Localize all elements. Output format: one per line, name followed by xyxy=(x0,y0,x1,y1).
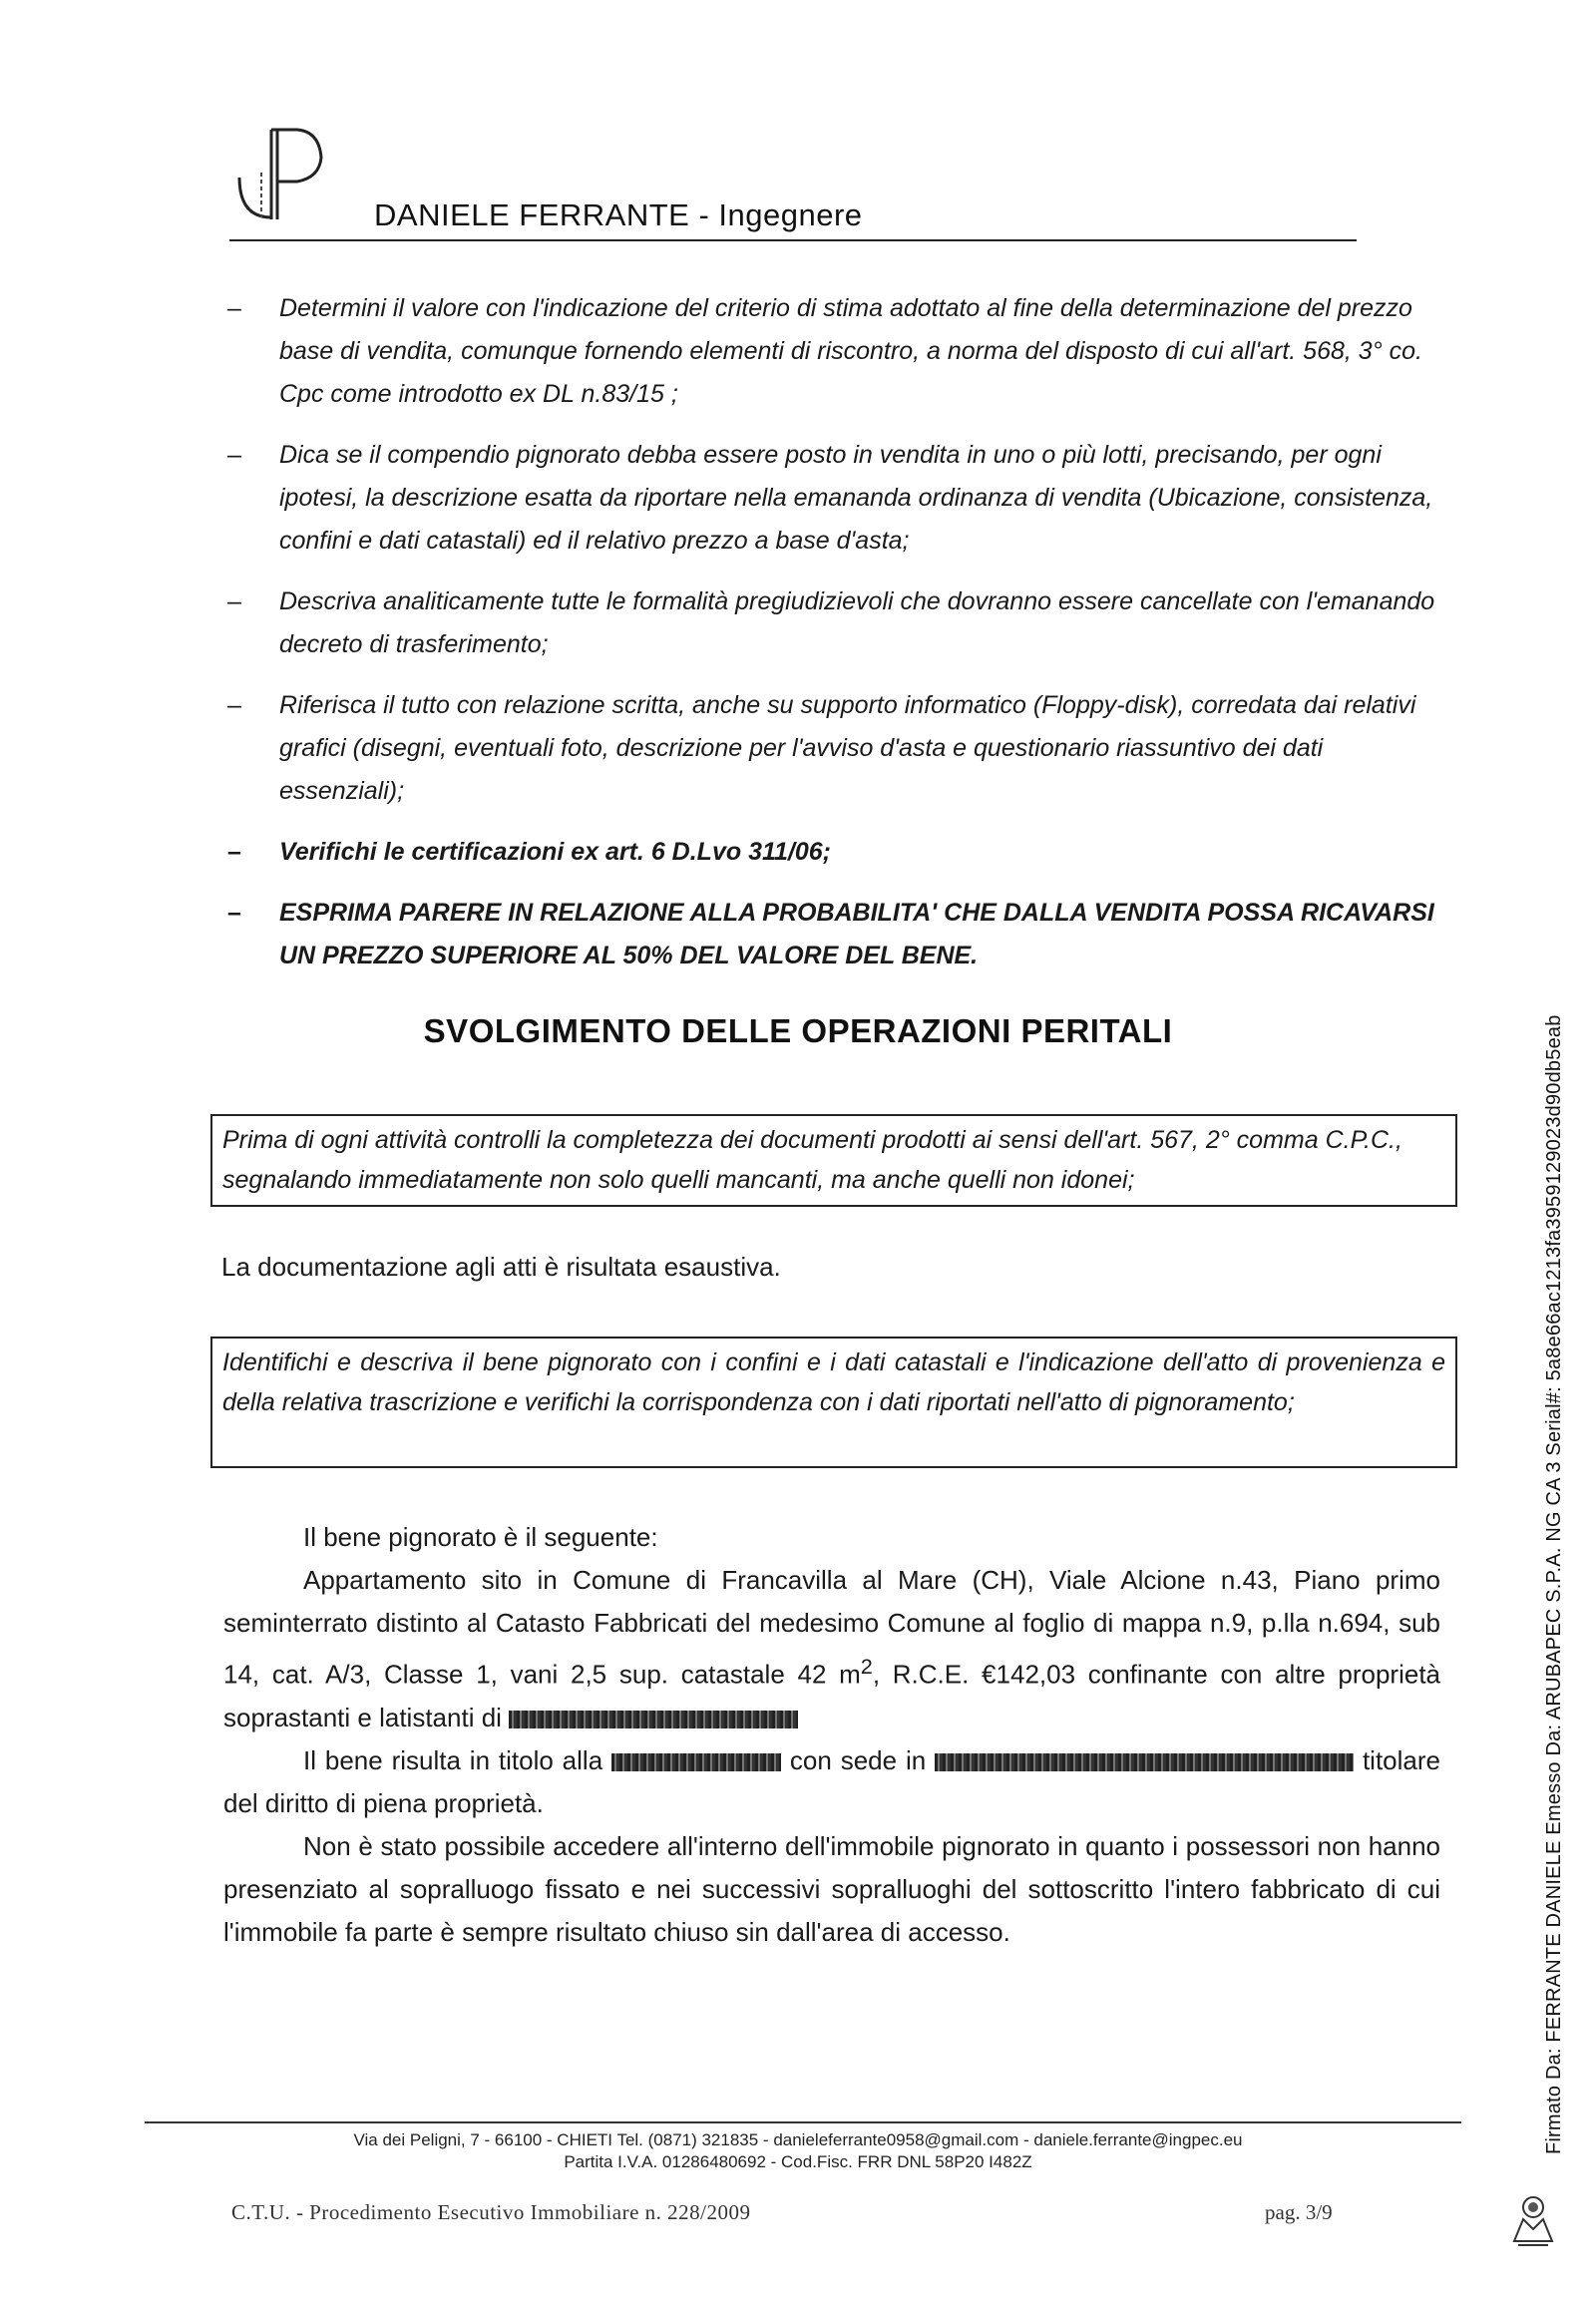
section-title: SVOLGIMENTO DELLE OPERAZIONI PERITALI xyxy=(423,1012,1173,1049)
redacted-text xyxy=(935,1753,1354,1771)
header-title: DANIELE FERRANTE - Ingegnere xyxy=(374,197,863,232)
seal-icon xyxy=(1508,2189,1558,2247)
signature-text: Firmato Da: FERRANTE DANIELE Emesso Da: ARUBAPEC S.P.A. NG CA 3 Serial#: 5a8e66ac1213fa3959129023d90db5eab xyxy=(1543,1014,1565,2154)
redacted-text xyxy=(611,1753,781,1771)
documentation-statement: La documentazione agli atti è risultata esaustiva. xyxy=(221,1252,781,1282)
list-item: – ESPRIMA PARERE IN RELAZIONE ALLA PROBABILITA' CHE DALLA VENDITA POSSA RICAVARSI UN PREZZO SUPERIORE AL 50% DEL VALORE DEL BENE. xyxy=(227,899,1434,969)
page-number: pag. 3/9 xyxy=(1265,2200,1333,2224)
instruction-box-documents: Prima di ogni attività controlli la completezza dei documenti prodotti ai sensi dell'art. 567, 2° comma C.P.C., segnalando immediatamente non solo quelli mancanti, ma anche quelli non idonei; xyxy=(210,1114,1457,1207)
requirements-list xyxy=(227,287,1454,995)
engineer-logo xyxy=(231,118,351,237)
footer-contact: Via dei Peligni, 7 - 66100 - CHIETI Tel. (0871) 321835 - danieleferrante0958@gmail.com - daniele.ferrante@ingpec.eu xyxy=(353,2130,1243,2149)
list-item: – Verifichi le certificazioni ex art. 6 D.Lvo 311/06; xyxy=(227,838,832,866)
instruction-box-identify: Identifichi e descriva il bene pignorato con i confini e i dati catastali e l'indicazione dell'atto di provenienza e della relativa trascrizione e verifichi la corrispondenza con i dati riportati nell'atto di pignoramento; xyxy=(210,1337,1457,1468)
paragraph: Appartamento sito in Comune di Francavilla al Mare (CH), Viale Alcione n.43, Piano primo seminterrato distinto al Catasto Fabbricati del medesimo Comune al foglio di mappa n.9, p.lla n.694, sub 14, cat. A/3, Classe 1, vani 2,5 sup. catastale 42 $m^2$, R.C.E. €142,03 confinante con altre proprietà soprastanti e latistanti di xyxy=(223,1565,1440,1732)
list-item: – Dica se il compendio pignorato debba essere posto in vendita in uno o più lotti, precisando, per ogni ipotesi, la descrizione esatta da riportare nella emananda ordinanza di vendita (Ubicazione, consistenza, confini e dati catastali) ed il relativo prezzo a base d'asta; xyxy=(227,441,1433,555)
paragraph: Il bene pignorato è il seguente: xyxy=(303,1522,658,1552)
body-text xyxy=(223,1516,1440,1954)
footer-tax-info: Partita I.V.A. 01286480692 - Cod.Fisc. FRR DNL 58P20 I482Z xyxy=(564,2152,1032,2171)
paragraph: Il bene risulta in titolo alla con sede in titolare del diritto di piena proprietà. xyxy=(223,1744,1440,1818)
paragraph: Non è stato possibile accedere all'interno dell'immobile pignorato in quanto i possessori non hanno presenziato al sopralluogo fissato e nei successivi sopralluoghi del sottoscritto l'intero fabbricato di cui l'immobile fa parte è sempre risultato chiuso sin dall'area di accesso. xyxy=(223,1830,1440,1947)
header-divider xyxy=(229,239,1357,241)
footer-divider xyxy=(145,2121,1461,2123)
redacted-text xyxy=(509,1711,798,1728)
list-item: – Determini il valore con l'indicazione del criterio di stima adottato al fine della determinazione del prezzo base di vendita, comunque fornendo elementi di riscontro, a norma del disposto di cui all'art. 568, 3° co. Cpc come introdotto ex DL n.83/15 ; xyxy=(227,294,1422,408)
digital-signature xyxy=(1523,379,1563,2154)
case-reference: C.T.U. - Procedimento Esecutivo Immobiliare n. 228/2009 xyxy=(231,2200,751,2224)
list-item: – Descriva analiticamente tutte le formalità pregiudizievoli che dovranno essere cancellate con l'emanando decreto di trasferimento; xyxy=(227,587,1435,658)
list-item: – Riferisca il tutto con relazione scritta, anche su supporto informatico (Floppy-disk), corredata dai relativi grafici (disegni, eventuali foto, descrizione per l'avviso d'asta e questionario riassuntivo dei dati essenziali); xyxy=(227,691,1416,805)
